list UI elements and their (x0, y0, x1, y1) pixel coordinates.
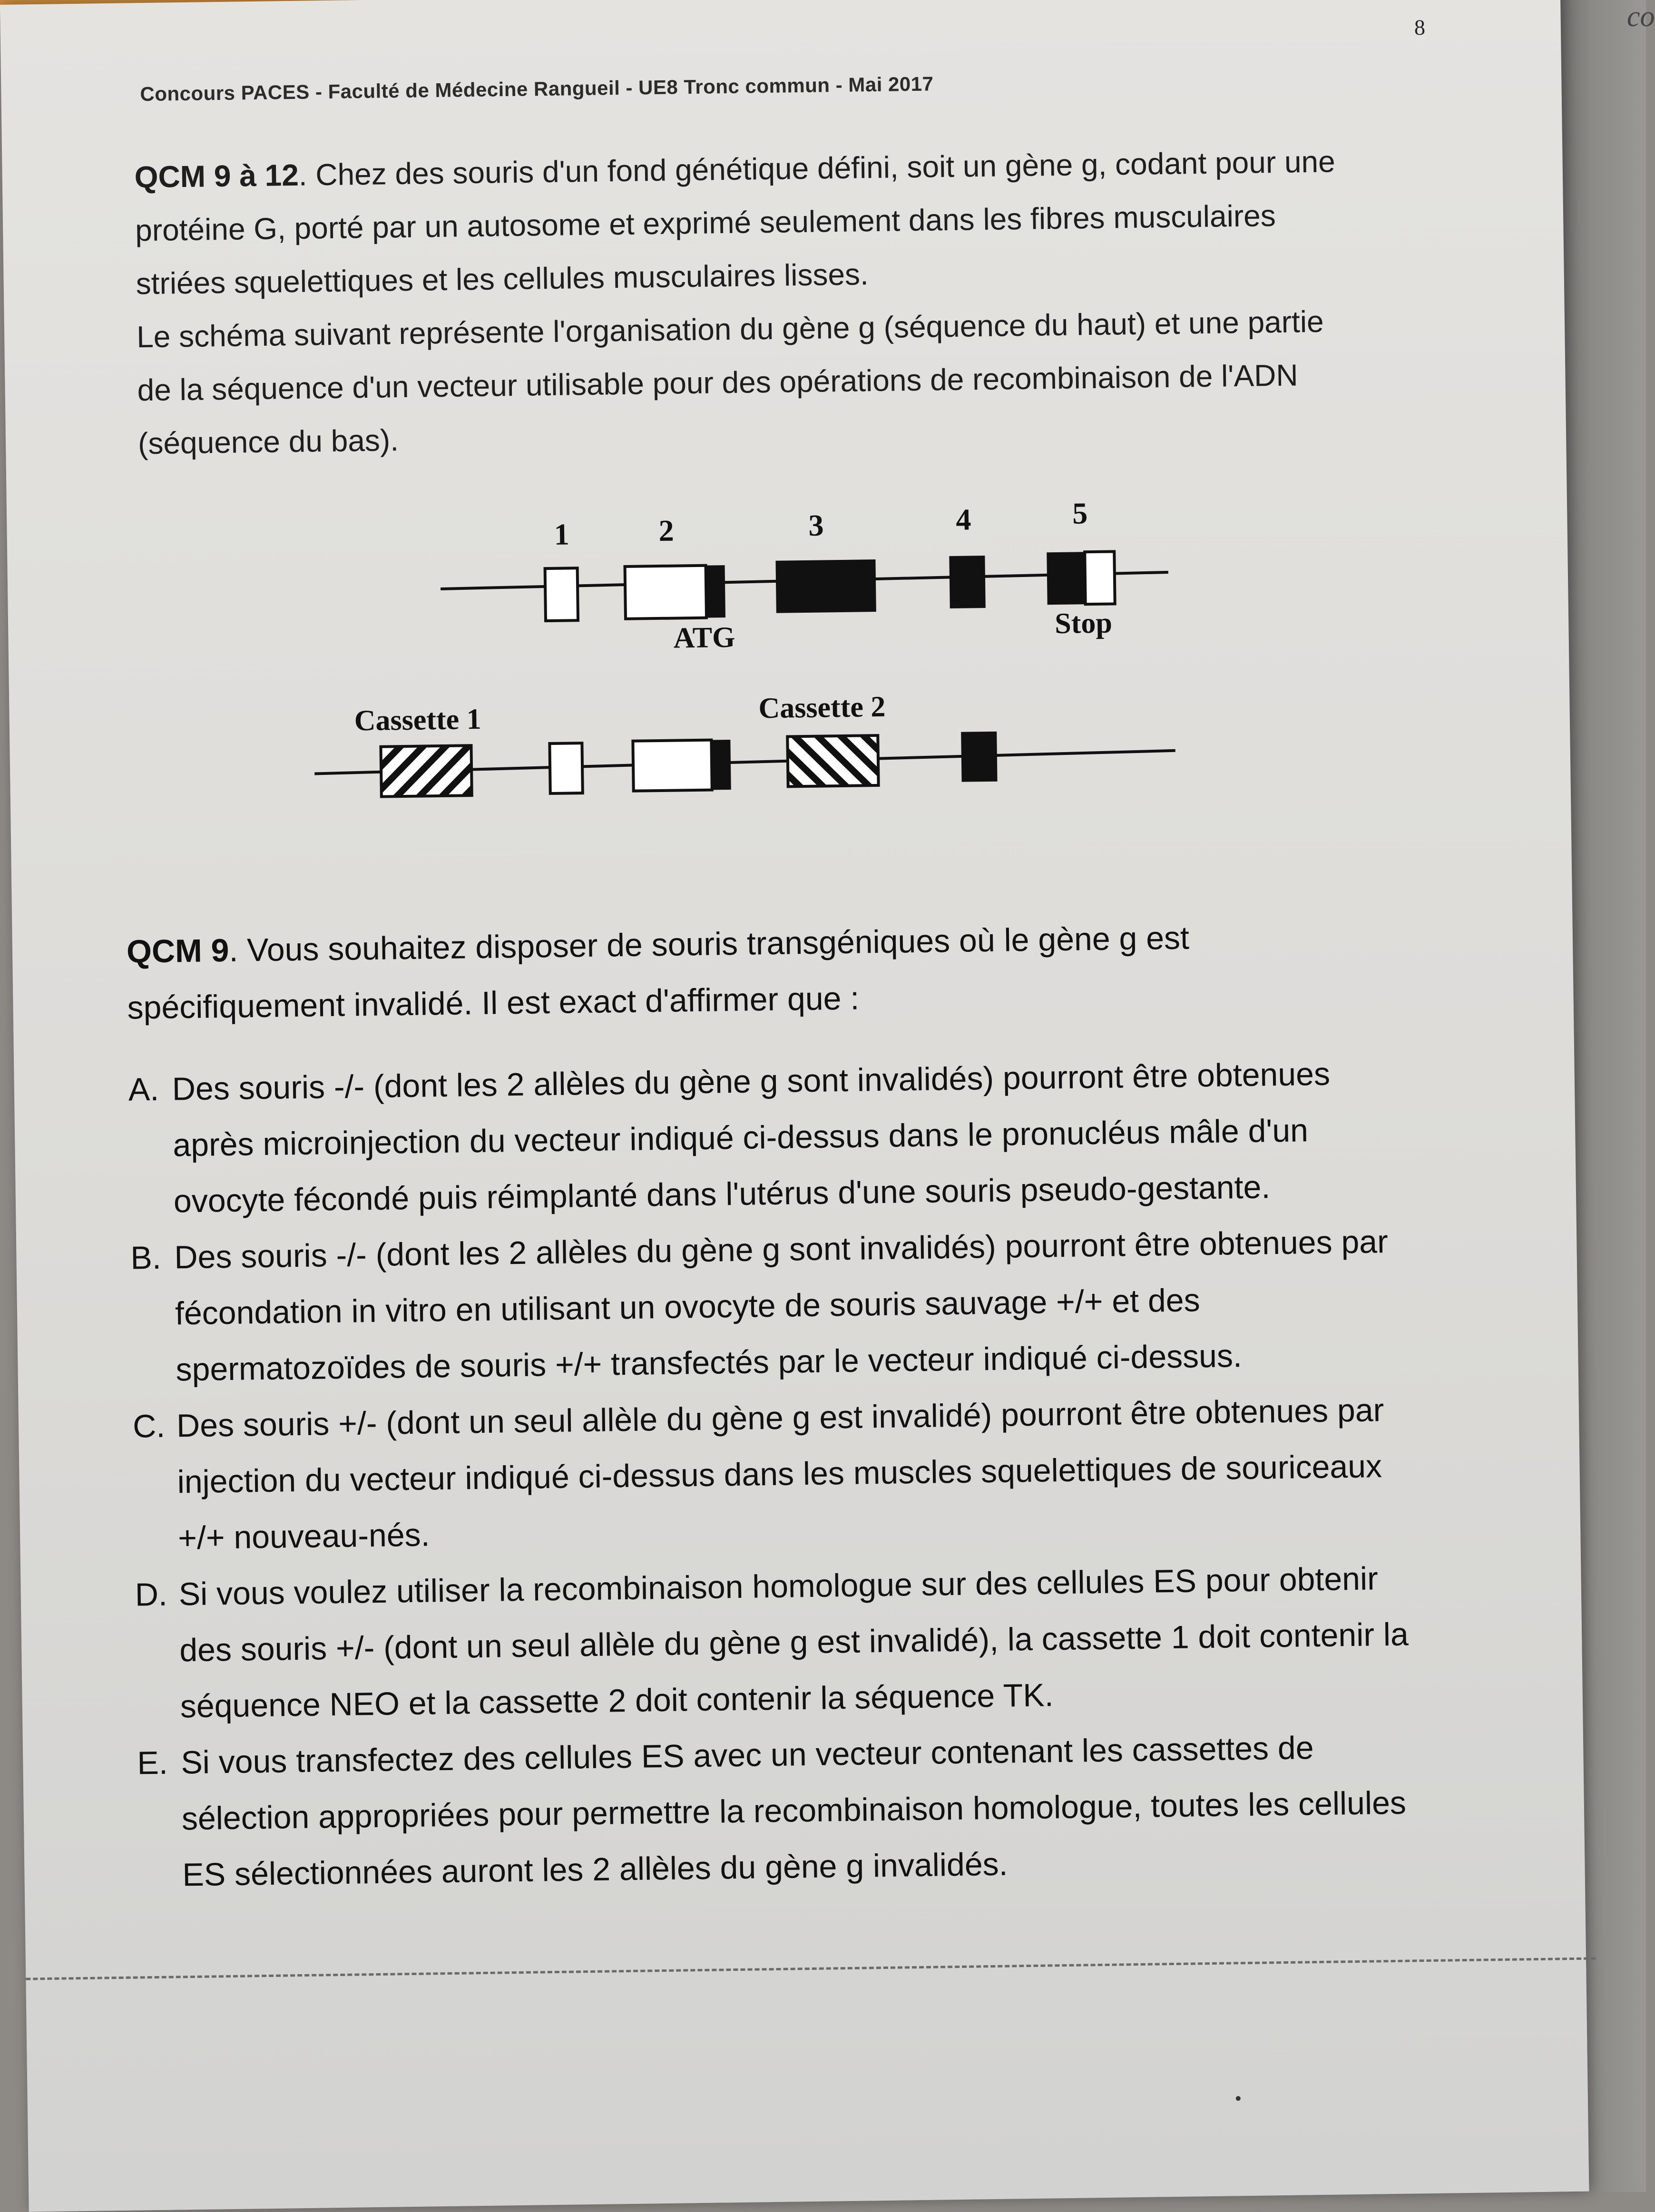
page-number: 8 (1414, 15, 1426, 40)
option-line: Si vous transfectez des cellules ES avec un vecteur contenant les cassettes de (180, 1730, 1314, 1781)
intro-line: de la séquence d'un vecteur utilisable pour des opérations de recombinaison de l'ADN (137, 358, 1299, 408)
intro-line: Le schéma suivant représente l'organisation du gène g (séquence du haut) et une partie (136, 304, 1324, 354)
option-line: Si vous voulez utiliser la recombinaison homologue sur des cellules ES pour obtenir (178, 1560, 1379, 1613)
cassette-2-label: Cassette 2 (758, 690, 886, 725)
vector-exon-2-coding (711, 740, 731, 790)
exon-1 (545, 568, 578, 621)
cassette-1 (381, 745, 471, 796)
option-line: spermatozoïdes de souris +/+ transfectés par le vecteur indiqué ci-dessus. (176, 1338, 1243, 1388)
option-d (135, 1548, 1592, 1735)
vector-exon-1 (549, 743, 582, 793)
option-b (130, 1211, 1588, 1399)
option-line: +/+ nouveau-nés. (177, 1517, 430, 1556)
option-line: Des souris -/- (dont les 2 allèles du gène g sont invalidés) pourront être obtenues (172, 1056, 1331, 1107)
exon-label-4: 4 (955, 502, 971, 537)
option-line: séquence NEO et la cassette 2 doit contenir la séquence TK. (180, 1677, 1054, 1725)
option-line: Des souris -/- (dont les 2 allèles du gène g sont invalidés) pourront être obtenues par (174, 1223, 1389, 1276)
vector-exon-2-utr (633, 740, 712, 791)
option-letter: C. (132, 1408, 166, 1445)
exon-label-5: 5 (1072, 496, 1088, 530)
option-letter: D. (135, 1576, 168, 1613)
exon-2-utr (625, 566, 706, 619)
paper-speck (1236, 2096, 1241, 2101)
question-line-text: . Vous souhaitez disposer de souris transgéniques où le gène g est (228, 920, 1190, 969)
option-line: Des souris +/- (dont un seul allèle du gène g est invalidé) pourront être obtenues par (176, 1392, 1384, 1444)
option-line: des souris +/- (dont un seul allèle du gène g est invalidé), la cassette 1 doit contenir la (179, 1616, 1409, 1669)
exon-3 (775, 559, 876, 613)
intro-paragraph (134, 133, 1499, 470)
option-line: fécondation in vitro en utilisant un ovocyte de souris sauvage +/+ et des (175, 1282, 1201, 1332)
option-a (128, 1043, 1586, 1230)
vector-exon-4 (961, 732, 997, 782)
exon-5-utr (1085, 551, 1115, 604)
next-page-fragment: co (1627, 0, 1655, 33)
option-line: sélection appropriées pour permettre la recombinaison homologue, toutes les cellules (181, 1784, 1407, 1837)
question-stem (126, 906, 1507, 1036)
intro-line-text: . Chez des souris d'un fond génétique défini, soit un gène g, codant pour une (298, 144, 1336, 192)
intro-qcm-label: QCM 9 à 12 (134, 157, 299, 195)
option-line: injection du vecteur indiqué ci-dessus dans les muscles squelettiques de souriceaux (177, 1448, 1382, 1500)
option-letter: A. (128, 1071, 159, 1108)
intro-line: (séquence du bas). (137, 423, 399, 461)
option-e (137, 1716, 1595, 1903)
dashed-separator (26, 1957, 1596, 1980)
gene-diagram (306, 479, 1214, 833)
atg-label: ATG (673, 621, 735, 655)
exon-label-2: 2 (658, 513, 675, 548)
question-line: spécifiquement invalidé. Il est exact d'affirmer que : (127, 980, 860, 1026)
option-line: après microinjection du vecteur indiqué ci-dessus dans le pronucléus mâle d'un (172, 1112, 1309, 1164)
cassette-1-label: Cassette 1 (354, 703, 482, 737)
cassette-2 (787, 735, 878, 786)
exon-label-3: 3 (808, 508, 824, 542)
stop-label: Stop (1054, 607, 1113, 640)
exon-2-coding (706, 565, 725, 618)
exon-label-1: 1 (554, 517, 570, 551)
question-qcm-label: QCM 9 (126, 932, 229, 970)
intro-line: striées squelettiques et les cellules musculaires lisses. (136, 257, 869, 301)
answer-options (128, 1043, 1595, 1904)
exon-5-coding (1047, 552, 1085, 605)
exam-header: Concours PACES - Faculté de Médecine Rangueil - UE8 Tronc commun - Mai 2017 (140, 72, 934, 106)
option-letter: B. (130, 1239, 162, 1276)
exon-4 (949, 556, 985, 608)
option-line: ES sélectionnées auront les 2 allèles du gène g invalidés. (182, 1846, 1008, 1893)
option-line: ovocyte fécondé puis réimplanté dans l'utérus d'une souris pseudo-gestante. (173, 1169, 1271, 1220)
option-letter: E. (137, 1744, 168, 1781)
intro-line: protéine G, porté par un autosome et exprimé seulement dans les fibres musculaires (135, 198, 1276, 248)
option-c (132, 1380, 1590, 1567)
